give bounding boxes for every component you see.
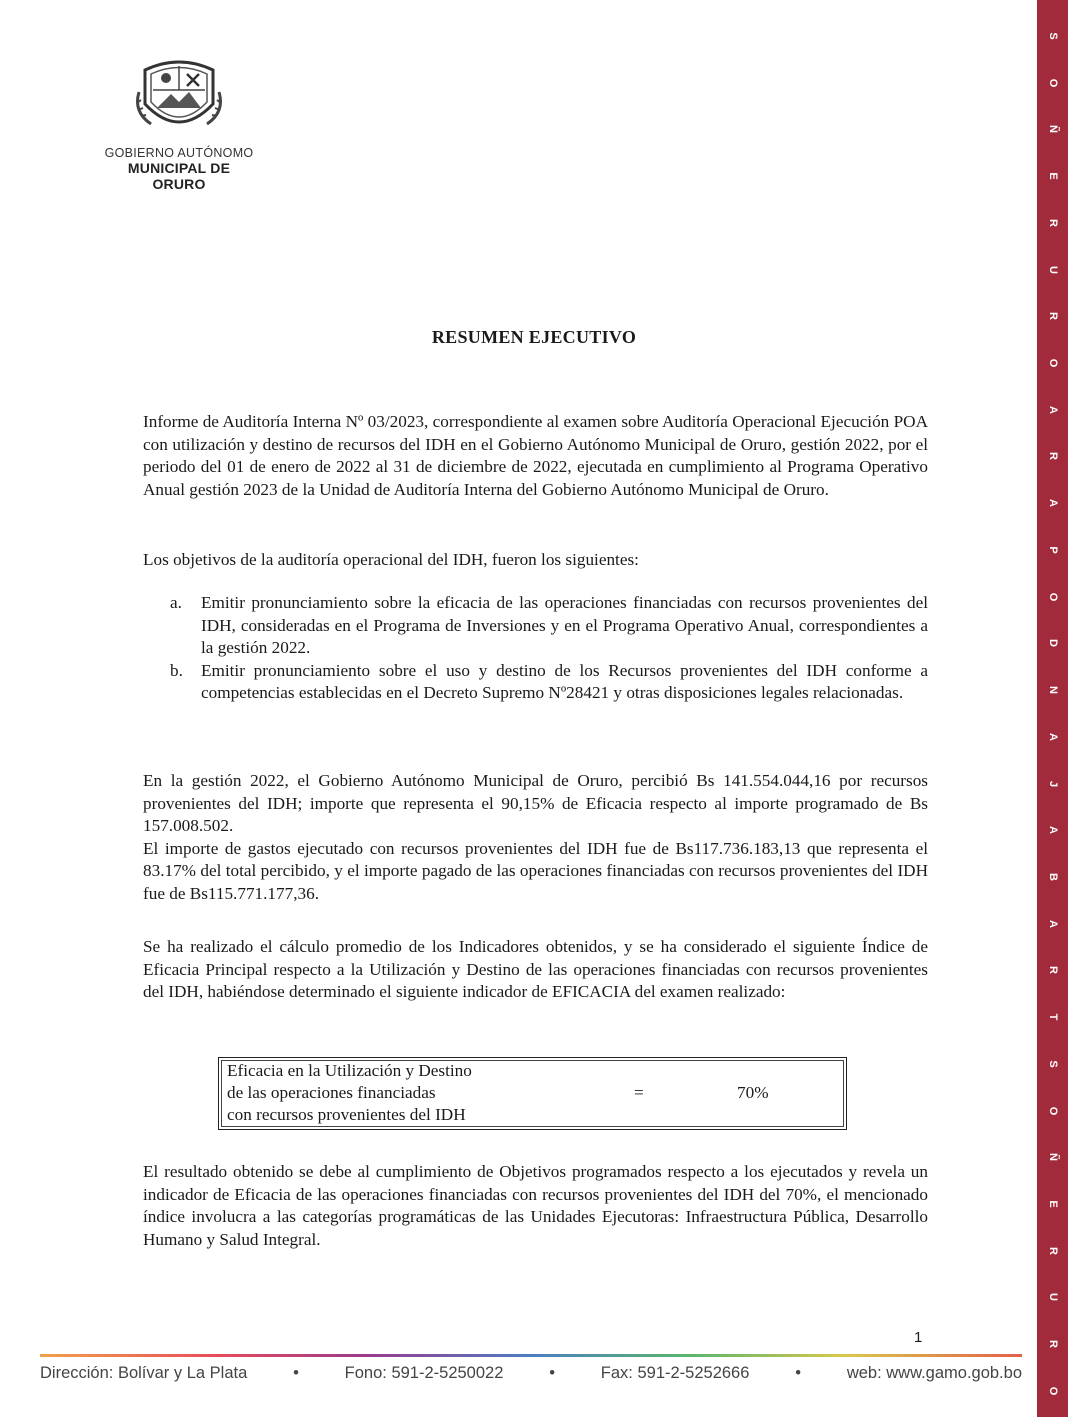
paragraph-objectives-intro: Los objetivos de la auditoría operacional del IDH, fueron los siguientes: bbox=[143, 550, 639, 569]
side-band-letter: R bbox=[1046, 452, 1059, 461]
side-band-letter: R bbox=[1046, 312, 1059, 321]
side-band-letter: E bbox=[1046, 1200, 1059, 1208]
footer-separator: • bbox=[293, 1364, 299, 1382]
side-band-text bbox=[1037, 0, 1068, 1417]
side-band-letter: R bbox=[1046, 218, 1059, 227]
indicator-label-line1: Eficacia en la Utilización y Destino bbox=[227, 1061, 472, 1080]
side-band-letter: E bbox=[1046, 172, 1059, 180]
side-band-letter: U bbox=[1046, 1293, 1059, 1302]
indicator-equals: = bbox=[634, 1083, 644, 1102]
side-band-letter: R bbox=[1046, 1246, 1059, 1255]
footer-fax: Fax: 591-2-5252666 bbox=[600, 1364, 750, 1382]
side-band-letter: A bbox=[1046, 405, 1059, 414]
side-band-letter: R bbox=[1046, 1340, 1059, 1349]
side-band-letter: J bbox=[1046, 780, 1059, 787]
footer-phone: Fono: 591-2-5250022 bbox=[344, 1364, 504, 1382]
paragraph-received: En la gestión 2022, el Gobierno Autónomo Municipal de Oruro, percibió Bs 141.554.044,16 por recursos provenientes del IDH; importe que representa el 90,15% de Eficacia respecto al importe programado de Bs 157.008.502. bbox=[143, 771, 928, 835]
side-band-letter: D bbox=[1046, 639, 1059, 648]
side-band-letter: N bbox=[1046, 686, 1059, 695]
paragraph-financials bbox=[143, 770, 928, 905]
side-band-letter: O bbox=[1046, 78, 1059, 87]
objectives-list bbox=[170, 592, 928, 705]
logo-text-line2: MUNICIPAL DE ORURO bbox=[127, 160, 231, 192]
footer-address: Dirección: Bolívar y La Plata bbox=[40, 1364, 248, 1382]
side-band-letter: O bbox=[1046, 1386, 1059, 1396]
footer bbox=[40, 1364, 1022, 1383]
paragraph-indicator-intro: Se ha realizado el cálculo promedio de los Indicadores obtenidos, y se ha considerado el siguiente Índice de Eficacia Principal respecto a la Utilización y Destino de las operaciones financiadas con recursos provenientes del IDH, habiéndose determinado el siguiente indicador de EFICACIA del examen realizado: bbox=[143, 937, 928, 1001]
side-band-letter: O bbox=[1046, 358, 1059, 368]
side-band-letter: U bbox=[1046, 265, 1059, 274]
side-band-letter: T bbox=[1046, 1013, 1059, 1021]
paragraph-intro: Informe de Auditoría Interna Nº 03/2023, correspondiente al examen sobre Auditoría Operacional Ejecución POA con utilización y destino de recursos del IDH en el Gobierno Autónomo Municipal de Oruro, gestión 2022, por el periodo del 01 de enero de 2022 al 31 de diciembre de 2022, ejecutada en cumplimiento al Programa Operativo Anual gestión 2023 de la Unidad de Auditoría Interna del Gobierno Autónomo Municipal de Oruro. bbox=[143, 412, 928, 499]
side-band-letter: P bbox=[1046, 546, 1059, 554]
efficacy-indicator-box bbox=[218, 1057, 847, 1130]
side-band-letter: Ñ bbox=[1046, 1153, 1059, 1162]
footer-separator: • bbox=[549, 1364, 555, 1382]
side-band-letter: A bbox=[1046, 826, 1059, 835]
page-number: 1 bbox=[914, 1329, 923, 1346]
list-item bbox=[170, 592, 928, 660]
footer-divider bbox=[40, 1354, 1022, 1357]
list-item-text: Emitir pronunciamiento sobre el uso y destino de los Recursos provenientes del IDH conforme a competencias establecidas en el Decreto Supremo Nº28421 y otras disposiciones legales relacionadas. bbox=[201, 660, 928, 702]
logo-text-line1: GOBIERNO AUTÓNOMO bbox=[104, 146, 254, 160]
side-band-letter: O bbox=[1046, 1106, 1059, 1115]
side-band-letter: S bbox=[1046, 1060, 1059, 1068]
paragraph-executed: El importe de gastos ejecutado con recursos provenientes del IDH fue de Bs117.736.183,13 que representa el 83.17% del total percibido, y el importe pagado de las operaciones financiadas con recursos provenientes del IDH fue de Bs115.771.177,36. bbox=[143, 838, 928, 903]
indicator-label-line2: de las operaciones financiadas bbox=[227, 1083, 436, 1102]
footer-separator: • bbox=[795, 1364, 801, 1382]
side-band-letter: S bbox=[1046, 32, 1059, 40]
side-band-letter: B bbox=[1046, 872, 1059, 881]
list-item-label: b. bbox=[170, 660, 183, 680]
side-band-letter: R bbox=[1046, 966, 1059, 975]
list-item bbox=[170, 660, 928, 705]
municipal-logo bbox=[104, 52, 254, 192]
paragraph-result: El resultado obtenido se debe al cumplimiento de Objetivos programados respecto a los ejecutados y revela un indicador de Eficacia de las operaciones financiadas con recursos provenientes del IDH del 70%, el mencionado índice involucra a las categorías programáticas de las Unidades Ejecutoras: Infraestructura Pública, Desarrollo Humano y Salud Integral. bbox=[143, 1162, 928, 1249]
document-title: RESUMEN EJECUTIVO bbox=[431, 327, 637, 347]
footer-web: web: www.gamo.gob.bo bbox=[846, 1364, 1022, 1382]
indicator-label bbox=[227, 1060, 547, 1126]
side-band-letter: A bbox=[1046, 919, 1059, 928]
indicator-label-line3: con recursos provenientes del IDH bbox=[227, 1105, 466, 1124]
side-band-letter: O bbox=[1046, 592, 1059, 601]
indicator-value: 70% bbox=[737, 1083, 769, 1102]
list-item-label: a. bbox=[170, 593, 182, 612]
coat-of-arms-icon bbox=[131, 52, 227, 142]
side-band-letter: Ñ bbox=[1046, 125, 1059, 134]
side-band-letter: A bbox=[1046, 732, 1059, 741]
list-item-text: Emitir pronunciamiento sobre la eficacia de las operaciones financiadas con recursos provenientes del IDH, consideradas en el Programa de Inversiones y en el Programa Operativo Anual, correspondientes a la gestión 2022. bbox=[201, 593, 928, 657]
side-band-letter: A bbox=[1046, 499, 1059, 508]
